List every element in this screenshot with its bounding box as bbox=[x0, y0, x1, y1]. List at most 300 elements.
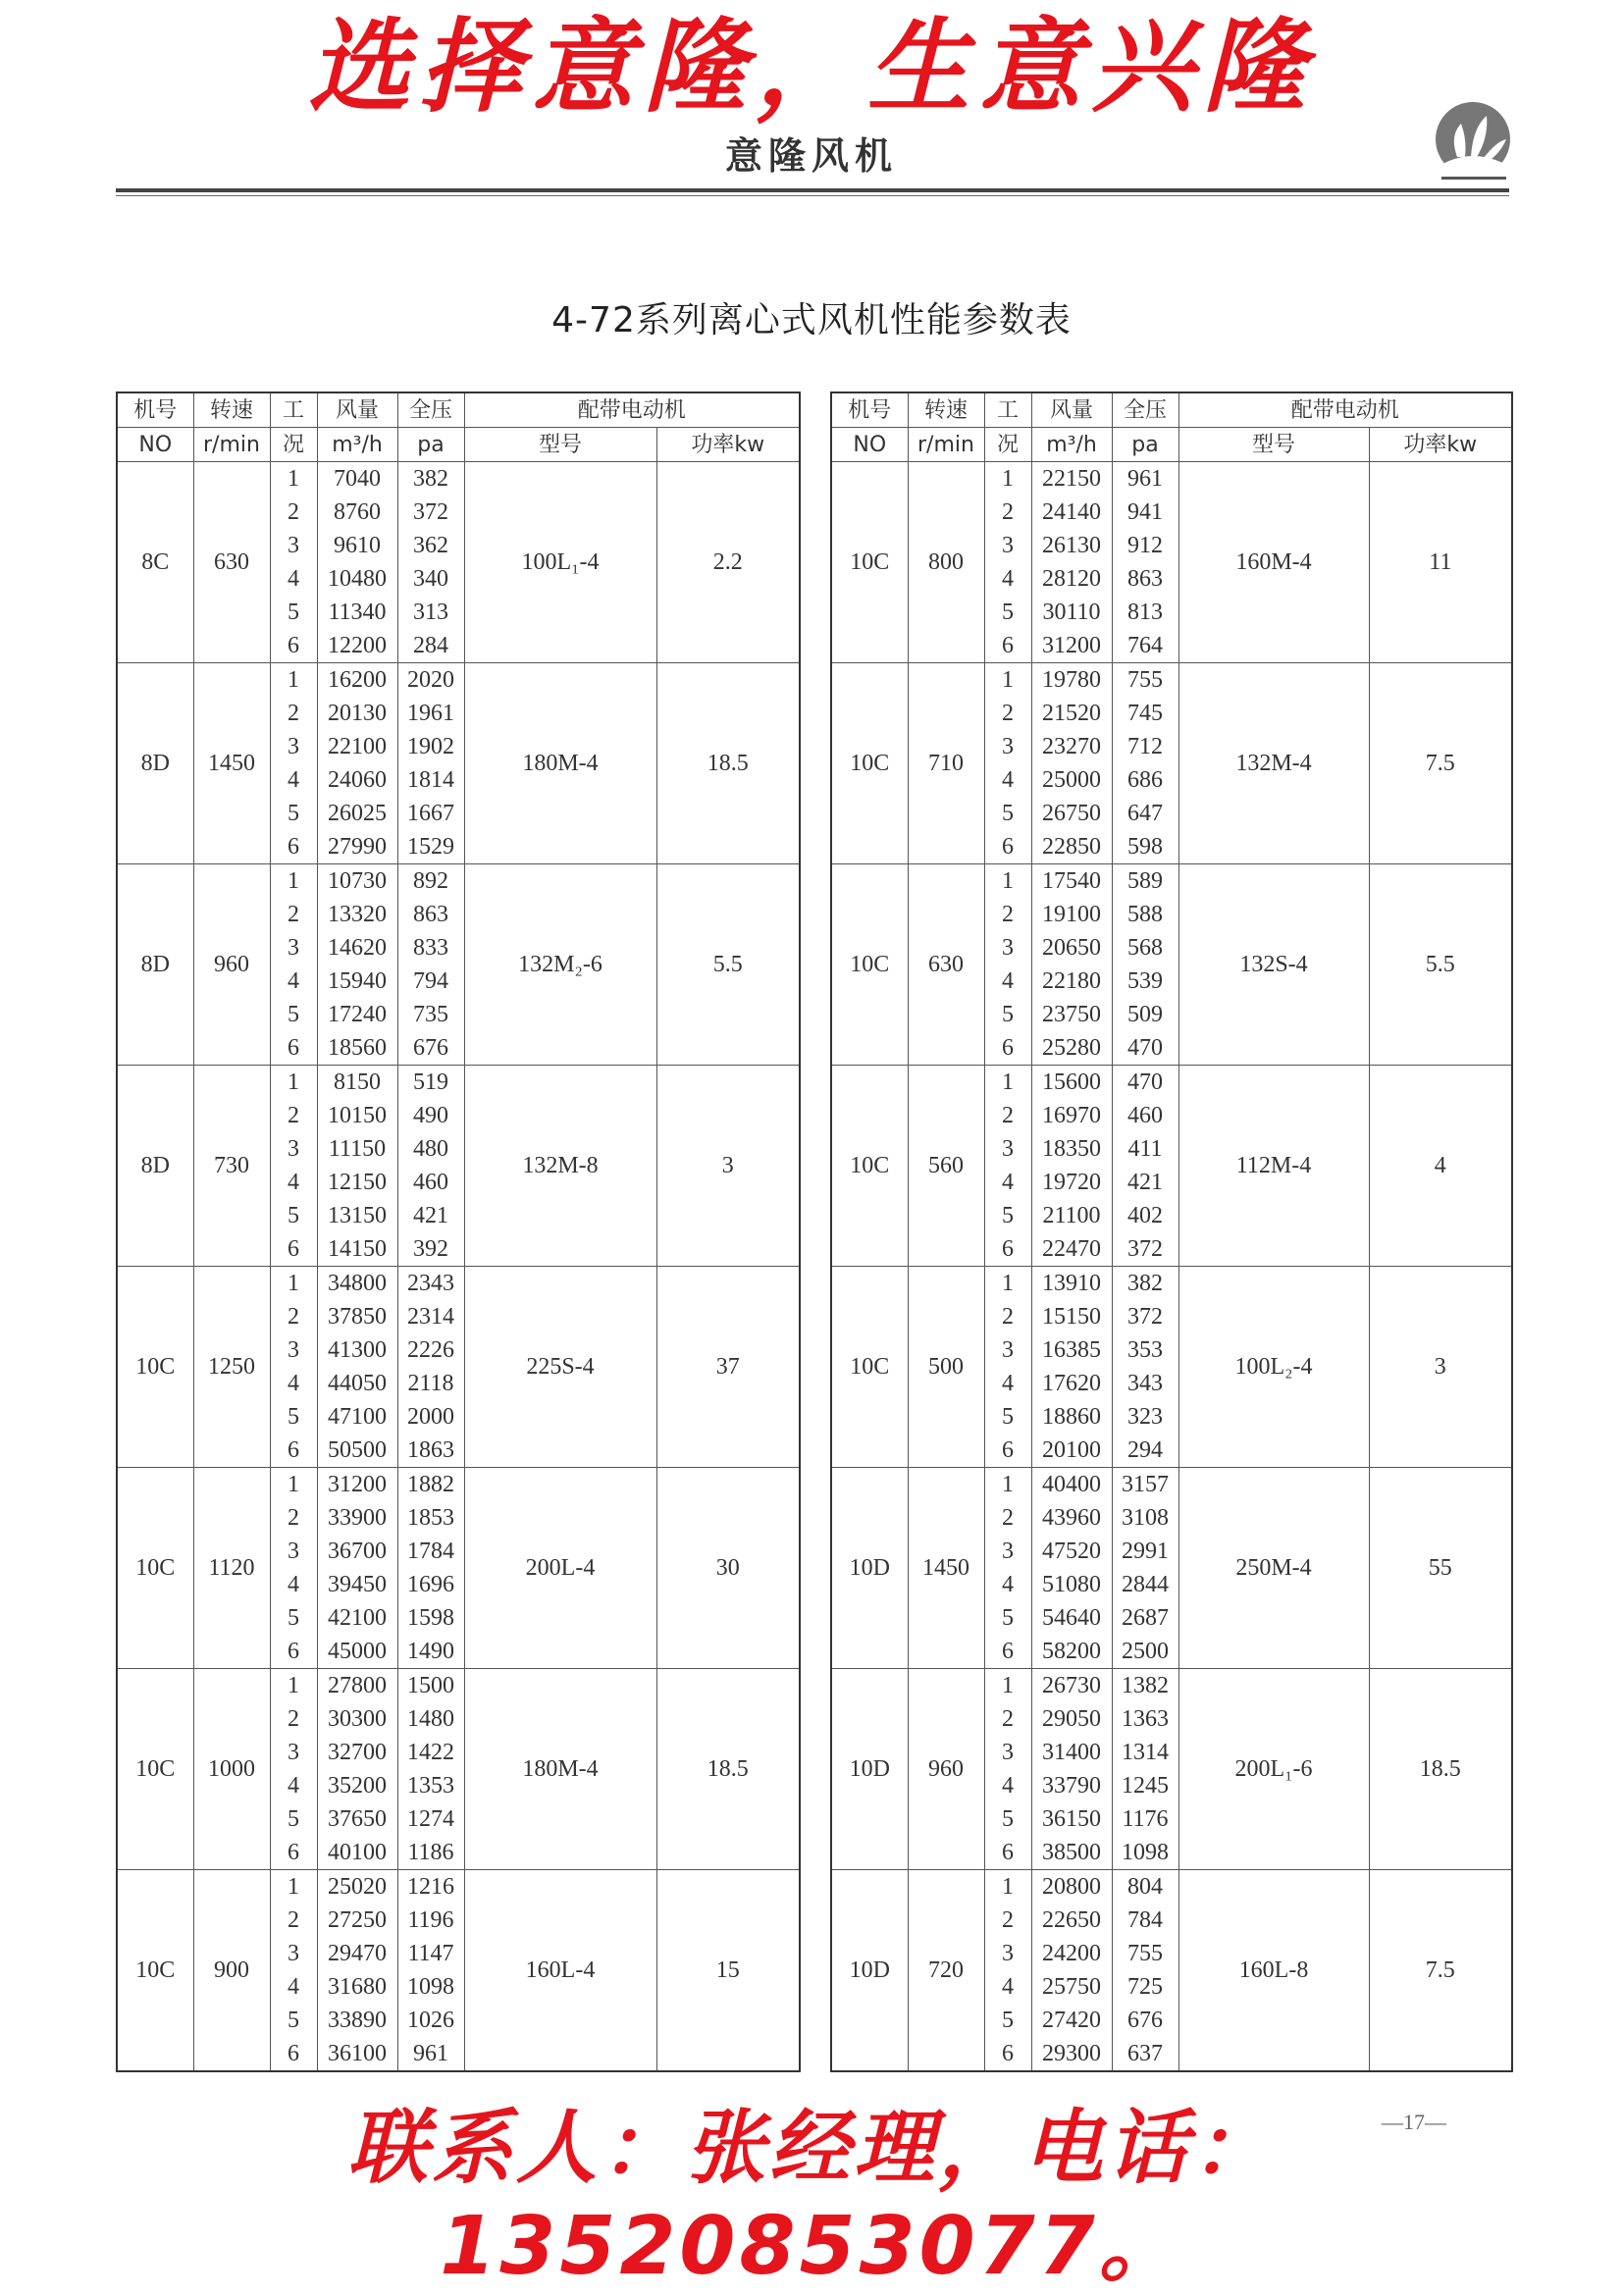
condition: 6 bbox=[270, 1635, 317, 1669]
col-header-power: 功率kw bbox=[1369, 428, 1512, 462]
air-flow: 23270 bbox=[1031, 730, 1112, 763]
condition: 4 bbox=[270, 965, 317, 998]
air-flow: 22650 bbox=[1031, 1904, 1112, 1937]
total-pressure: 2991 bbox=[1112, 1535, 1178, 1568]
condition: 2 bbox=[984, 898, 1031, 931]
col-header-condition: 工 bbox=[270, 392, 317, 428]
table-row bbox=[831, 1468, 1512, 1502]
condition: 4 bbox=[270, 1367, 317, 1400]
total-pressure: 1216 bbox=[397, 1870, 464, 1905]
motor-power: 30 bbox=[656, 1468, 800, 1669]
air-flow: 37650 bbox=[317, 1802, 397, 1836]
header-units-row bbox=[831, 428, 1512, 462]
col-header-motor: 配带电动机 bbox=[464, 392, 800, 428]
air-flow: 14620 bbox=[317, 931, 397, 965]
total-pressure: 470 bbox=[1112, 1031, 1178, 1066]
total-pressure: 323 bbox=[1112, 1400, 1178, 1434]
col-header-model: 型号 bbox=[464, 428, 656, 462]
motor-model: 180M-4 bbox=[464, 663, 656, 864]
fan-number: 10C bbox=[117, 1669, 193, 1870]
condition: 6 bbox=[270, 1232, 317, 1267]
total-pressure: 755 bbox=[1112, 1937, 1178, 1970]
condition: 3 bbox=[984, 730, 1031, 763]
table-row bbox=[117, 1468, 800, 1502]
fan-speed: 1250 bbox=[193, 1267, 270, 1468]
total-pressure: 509 bbox=[1112, 998, 1178, 1031]
condition: 5 bbox=[270, 2004, 317, 2037]
condition: 2 bbox=[984, 1099, 1031, 1132]
fan-number: 10D bbox=[831, 1669, 908, 1870]
air-flow: 36150 bbox=[1031, 1802, 1112, 1836]
col-header-power: 功率kw bbox=[656, 428, 800, 462]
condition: 5 bbox=[270, 1601, 317, 1635]
total-pressure: 1245 bbox=[1112, 1769, 1178, 1802]
motor-model: 225S-4 bbox=[464, 1267, 656, 1468]
air-flow: 22100 bbox=[317, 730, 397, 763]
air-flow: 21520 bbox=[1031, 697, 1112, 730]
air-flow: 33790 bbox=[1031, 1769, 1112, 1802]
condition: 6 bbox=[270, 830, 317, 864]
total-pressure: 460 bbox=[1112, 1099, 1178, 1132]
condition: 6 bbox=[984, 830, 1031, 864]
condition: 6 bbox=[270, 1434, 317, 1468]
performance-table-left bbox=[116, 391, 801, 2072]
total-pressure: 402 bbox=[1112, 1199, 1178, 1232]
air-flow: 18560 bbox=[317, 1031, 397, 1066]
motor-model: 132M-4 bbox=[1178, 663, 1369, 864]
total-pressure: 941 bbox=[1112, 496, 1178, 529]
air-flow: 50500 bbox=[317, 1434, 397, 1468]
air-flow: 26130 bbox=[1031, 529, 1112, 562]
condition: 4 bbox=[984, 1166, 1031, 1199]
table-row bbox=[117, 864, 800, 899]
condition: 3 bbox=[270, 1333, 317, 1367]
total-pressure: 1098 bbox=[397, 1970, 464, 2004]
total-pressure: 686 bbox=[1112, 763, 1178, 797]
table-row bbox=[831, 1669, 1512, 1703]
condition: 5 bbox=[984, 998, 1031, 1031]
fan-number: 10C bbox=[117, 1468, 193, 1669]
condition: 5 bbox=[984, 596, 1031, 629]
total-pressure: 362 bbox=[397, 529, 464, 562]
motor-power: 5.5 bbox=[656, 864, 800, 1066]
motor-model: 200L₁-6 bbox=[1178, 1669, 1369, 1870]
col-header-condition: 工 bbox=[984, 392, 1031, 428]
header-rule bbox=[116, 188, 1509, 192]
condition: 5 bbox=[270, 797, 317, 830]
header-row bbox=[117, 392, 800, 428]
air-flow: 10150 bbox=[317, 1099, 397, 1132]
air-flow: 16385 bbox=[1031, 1333, 1112, 1367]
condition: 1 bbox=[270, 1468, 317, 1502]
air-flow: 19100 bbox=[1031, 898, 1112, 931]
total-pressure: 1098 bbox=[1112, 1836, 1178, 1870]
condition: 1 bbox=[984, 864, 1031, 899]
condition: 2 bbox=[984, 697, 1031, 730]
brand-title: 意隆风机 bbox=[724, 133, 898, 178]
air-flow: 43960 bbox=[1031, 1501, 1112, 1535]
air-flow: 19720 bbox=[1031, 1166, 1112, 1199]
table-row bbox=[117, 1669, 800, 1703]
total-pressure: 3108 bbox=[1112, 1501, 1178, 1535]
motor-power: 37 bbox=[656, 1267, 800, 1468]
table-row bbox=[117, 462, 800, 496]
air-flow: 25000 bbox=[1031, 763, 1112, 797]
total-pressure: 1853 bbox=[397, 1501, 464, 1535]
condition: 4 bbox=[984, 763, 1031, 797]
motor-model: 160L-4 bbox=[464, 1870, 656, 2072]
total-pressure: 735 bbox=[397, 998, 464, 1031]
motor-power: 7.5 bbox=[1369, 1870, 1512, 2072]
condition: 3 bbox=[270, 529, 317, 562]
air-flow: 11150 bbox=[317, 1132, 397, 1166]
air-flow: 13910 bbox=[1031, 1267, 1112, 1301]
col-header-pressure: 全压 bbox=[1112, 392, 1178, 428]
air-flow: 27990 bbox=[317, 830, 397, 864]
fan-speed: 1000 bbox=[193, 1669, 270, 1870]
fan-speed: 800 bbox=[908, 462, 984, 663]
total-pressure: 2226 bbox=[397, 1333, 464, 1367]
air-flow: 26025 bbox=[317, 797, 397, 830]
air-flow: 36100 bbox=[317, 2037, 397, 2071]
table-title: 4-72系列离心式风机性能参数表 bbox=[551, 300, 1072, 340]
total-pressure: 1882 bbox=[397, 1468, 464, 1502]
condition: 2 bbox=[270, 898, 317, 931]
total-pressure: 294 bbox=[1112, 1434, 1178, 1468]
motor-model: 100L₁-4 bbox=[464, 462, 656, 663]
air-flow: 14150 bbox=[317, 1232, 397, 1267]
air-flow: 38500 bbox=[1031, 1836, 1112, 1870]
total-pressure: 676 bbox=[1112, 2004, 1178, 2037]
col-unit-pressure: pa bbox=[1112, 428, 1178, 462]
total-pressure: 1902 bbox=[397, 730, 464, 763]
air-flow: 24200 bbox=[1031, 1937, 1112, 1970]
total-pressure: 833 bbox=[397, 931, 464, 965]
air-flow: 8760 bbox=[317, 496, 397, 529]
col-unit-condition: 况 bbox=[270, 428, 317, 462]
total-pressure: 372 bbox=[1112, 1300, 1178, 1333]
air-flow: 15940 bbox=[317, 965, 397, 998]
total-pressure: 1500 bbox=[397, 1669, 464, 1703]
air-flow: 22180 bbox=[1031, 965, 1112, 998]
total-pressure: 2000 bbox=[397, 1400, 464, 1434]
fan-number: 8D bbox=[117, 663, 193, 864]
motor-power: 7.5 bbox=[1369, 663, 1512, 864]
condition: 5 bbox=[270, 1400, 317, 1434]
condition: 6 bbox=[984, 2037, 1031, 2071]
total-pressure: 340 bbox=[397, 562, 464, 596]
condition: 6 bbox=[984, 1434, 1031, 1468]
fan-number: 10C bbox=[831, 1267, 908, 1468]
motor-model: 132M₂-6 bbox=[464, 864, 656, 1066]
motor-model: 160M-4 bbox=[1178, 462, 1369, 663]
condition: 6 bbox=[984, 1836, 1031, 1870]
total-pressure: 755 bbox=[1112, 663, 1178, 698]
total-pressure: 1529 bbox=[397, 830, 464, 864]
air-flow: 23750 bbox=[1031, 998, 1112, 1031]
condition: 4 bbox=[270, 1970, 317, 2004]
air-flow: 25020 bbox=[317, 1870, 397, 1905]
total-pressure: 490 bbox=[397, 1099, 464, 1132]
air-flow: 21100 bbox=[1031, 1199, 1112, 1232]
air-flow: 9610 bbox=[317, 529, 397, 562]
header-row bbox=[831, 392, 1512, 428]
total-pressure: 519 bbox=[397, 1066, 464, 1100]
air-flow: 15150 bbox=[1031, 1300, 1112, 1333]
total-pressure: 589 bbox=[1112, 864, 1178, 899]
air-flow: 31200 bbox=[317, 1468, 397, 1502]
col-unit-speed: r/min bbox=[193, 428, 270, 462]
motor-power: 18.5 bbox=[656, 663, 800, 864]
air-flow: 22150 bbox=[1031, 462, 1112, 496]
total-pressure: 1176 bbox=[1112, 1802, 1178, 1836]
total-pressure: 1353 bbox=[397, 1769, 464, 1802]
motor-model: 132S-4 bbox=[1178, 864, 1369, 1066]
condition: 6 bbox=[984, 629, 1031, 663]
condition: 3 bbox=[270, 1736, 317, 1769]
total-pressure: 676 bbox=[397, 1031, 464, 1066]
air-flow: 16970 bbox=[1031, 1099, 1112, 1132]
total-pressure: 1274 bbox=[397, 1802, 464, 1836]
total-pressure: 712 bbox=[1112, 730, 1178, 763]
air-flow: 7040 bbox=[317, 462, 397, 496]
condition: 5 bbox=[984, 2004, 1031, 2037]
air-flow: 42100 bbox=[317, 1601, 397, 1635]
col-unit-no: NO bbox=[117, 428, 193, 462]
total-pressure: 794 bbox=[397, 965, 464, 998]
air-flow: 22850 bbox=[1031, 830, 1112, 864]
motor-power: 2.2 bbox=[656, 462, 800, 663]
total-pressure: 1314 bbox=[1112, 1736, 1178, 1769]
fan-number: 10C bbox=[831, 864, 908, 1066]
air-flow: 18350 bbox=[1031, 1132, 1112, 1166]
condition: 1 bbox=[270, 1066, 317, 1100]
condition: 4 bbox=[270, 763, 317, 797]
fan-speed: 710 bbox=[908, 663, 984, 864]
total-pressure: 2020 bbox=[397, 663, 464, 698]
table-row bbox=[117, 1870, 800, 1905]
total-pressure: 725 bbox=[1112, 1970, 1178, 2004]
total-pressure: 460 bbox=[397, 1166, 464, 1199]
total-pressure: 863 bbox=[397, 898, 464, 931]
total-pressure: 813 bbox=[1112, 596, 1178, 629]
header-rule-thin bbox=[116, 195, 1509, 196]
air-flow: 19780 bbox=[1031, 663, 1112, 698]
condition: 1 bbox=[270, 1267, 317, 1301]
total-pressure: 912 bbox=[1112, 529, 1178, 562]
total-pressure: 411 bbox=[1112, 1132, 1178, 1166]
top-slogan: 选择意隆，生意兴隆 bbox=[307, 7, 1315, 127]
total-pressure: 1026 bbox=[397, 2004, 464, 2037]
condition: 3 bbox=[270, 931, 317, 965]
air-flow: 39450 bbox=[317, 1568, 397, 1601]
motor-power: 3 bbox=[1369, 1267, 1512, 1468]
motor-power: 3 bbox=[656, 1066, 800, 1267]
air-flow: 31200 bbox=[1031, 629, 1112, 663]
fan-speed: 1450 bbox=[193, 663, 270, 864]
col-header-no: 机号 bbox=[117, 392, 193, 428]
condition: 2 bbox=[984, 1300, 1031, 1333]
condition: 6 bbox=[270, 1031, 317, 1066]
condition: 1 bbox=[984, 1267, 1031, 1301]
condition: 5 bbox=[270, 1802, 317, 1836]
air-flow: 20650 bbox=[1031, 931, 1112, 965]
total-pressure: 1480 bbox=[397, 1702, 464, 1736]
condition: 2 bbox=[270, 1501, 317, 1535]
fan-speed: 730 bbox=[193, 1066, 270, 1267]
fan-number: 8D bbox=[117, 1066, 193, 1267]
condition: 2 bbox=[270, 697, 317, 730]
motor-power: 55 bbox=[1369, 1468, 1512, 1669]
air-flow: 29470 bbox=[317, 1937, 397, 1970]
col-header-speed: 转速 bbox=[908, 392, 984, 428]
condition: 4 bbox=[270, 562, 317, 596]
air-flow: 58200 bbox=[1031, 1635, 1112, 1669]
condition: 4 bbox=[984, 562, 1031, 596]
condition: 2 bbox=[270, 1904, 317, 1937]
air-flow: 30110 bbox=[1031, 596, 1112, 629]
total-pressure: 1490 bbox=[397, 1635, 464, 1669]
total-pressure: 372 bbox=[397, 496, 464, 529]
motor-power: 18.5 bbox=[1369, 1669, 1512, 1870]
total-pressure: 2314 bbox=[397, 1300, 464, 1333]
total-pressure: 284 bbox=[397, 629, 464, 663]
motor-model: 132M-8 bbox=[464, 1066, 656, 1267]
table-row bbox=[831, 1267, 1512, 1301]
total-pressure: 892 bbox=[397, 864, 464, 899]
fan-number: 10C bbox=[831, 462, 908, 663]
total-pressure: 745 bbox=[1112, 697, 1178, 730]
total-pressure: 353 bbox=[1112, 1333, 1178, 1367]
performance-table-right bbox=[830, 391, 1513, 2072]
condition: 3 bbox=[984, 931, 1031, 965]
col-unit-pressure: pa bbox=[397, 428, 464, 462]
total-pressure: 2343 bbox=[397, 1267, 464, 1301]
air-flow: 44050 bbox=[317, 1367, 397, 1400]
fan-speed: 900 bbox=[193, 1870, 270, 2072]
air-flow: 33890 bbox=[317, 2004, 397, 2037]
air-flow: 25750 bbox=[1031, 1970, 1112, 2004]
air-flow: 47520 bbox=[1031, 1535, 1112, 1568]
motor-model: 100L₂-4 bbox=[1178, 1267, 1369, 1468]
total-pressure: 1382 bbox=[1112, 1669, 1178, 1703]
total-pressure: 598 bbox=[1112, 830, 1178, 864]
brand-logo-icon bbox=[1428, 98, 1518, 186]
fan-speed: 630 bbox=[908, 864, 984, 1066]
condition: 4 bbox=[270, 1769, 317, 1802]
air-flow: 26730 bbox=[1031, 1669, 1112, 1703]
total-pressure: 1196 bbox=[397, 1904, 464, 1937]
air-flow: 30300 bbox=[317, 1702, 397, 1736]
fan-number: 10C bbox=[831, 1066, 908, 1267]
condition: 6 bbox=[984, 1031, 1031, 1066]
total-pressure: 372 bbox=[1112, 1232, 1178, 1267]
total-pressure: 392 bbox=[397, 1232, 464, 1267]
motor-power: 11 bbox=[1369, 462, 1512, 663]
condition: 4 bbox=[984, 1367, 1031, 1400]
condition: 4 bbox=[984, 1568, 1031, 1601]
condition: 5 bbox=[984, 1601, 1031, 1635]
total-pressure: 1961 bbox=[397, 697, 464, 730]
fan-number: 8D bbox=[117, 864, 193, 1066]
condition: 5 bbox=[270, 998, 317, 1031]
air-flow: 24060 bbox=[317, 763, 397, 797]
fan-number: 10C bbox=[831, 663, 908, 864]
col-header-speed: 转速 bbox=[193, 392, 270, 428]
total-pressure: 1422 bbox=[397, 1736, 464, 1769]
motor-model: 250M-4 bbox=[1178, 1468, 1369, 1669]
condition: 1 bbox=[984, 663, 1031, 698]
condition: 3 bbox=[270, 1535, 317, 1568]
air-flow: 22470 bbox=[1031, 1232, 1112, 1267]
motor-power: 18.5 bbox=[656, 1669, 800, 1870]
total-pressure: 539 bbox=[1112, 965, 1178, 998]
condition: 3 bbox=[270, 730, 317, 763]
col-unit-condition: 况 bbox=[984, 428, 1031, 462]
condition: 5 bbox=[270, 1199, 317, 1232]
total-pressure: 421 bbox=[397, 1199, 464, 1232]
condition: 5 bbox=[270, 596, 317, 629]
total-pressure: 382 bbox=[1112, 1267, 1178, 1301]
total-pressure: 2844 bbox=[1112, 1568, 1178, 1601]
air-flow: 51080 bbox=[1031, 1568, 1112, 1601]
air-flow: 31400 bbox=[1031, 1736, 1112, 1769]
air-flow: 27420 bbox=[1031, 2004, 1112, 2037]
condition: 3 bbox=[270, 1132, 317, 1166]
condition: 1 bbox=[270, 864, 317, 899]
fan-number: 10D bbox=[831, 1870, 908, 2072]
condition: 3 bbox=[984, 1333, 1031, 1367]
air-flow: 27250 bbox=[317, 1904, 397, 1937]
air-flow: 29300 bbox=[1031, 2037, 1112, 2071]
air-flow: 29050 bbox=[1031, 1702, 1112, 1736]
condition: 1 bbox=[984, 462, 1031, 496]
total-pressure: 382 bbox=[397, 462, 464, 496]
motor-power: 5.5 bbox=[1369, 864, 1512, 1066]
condition: 2 bbox=[270, 1099, 317, 1132]
total-pressure: 2500 bbox=[1112, 1635, 1178, 1669]
total-pressure: 1598 bbox=[397, 1601, 464, 1635]
col-unit-speed: r/min bbox=[908, 428, 984, 462]
condition: 4 bbox=[984, 965, 1031, 998]
total-pressure: 568 bbox=[1112, 931, 1178, 965]
total-pressure: 1863 bbox=[397, 1434, 464, 1468]
fan-speed: 720 bbox=[908, 1870, 984, 2072]
air-flow: 20800 bbox=[1031, 1870, 1112, 1905]
total-pressure: 2687 bbox=[1112, 1601, 1178, 1635]
air-flow: 40400 bbox=[1031, 1468, 1112, 1502]
total-pressure: 1784 bbox=[397, 1535, 464, 1568]
air-flow: 31680 bbox=[317, 1970, 397, 2004]
condition: 4 bbox=[984, 1970, 1031, 2004]
fan-number: 10C bbox=[117, 1870, 193, 2072]
condition: 2 bbox=[270, 496, 317, 529]
page-number: —17— bbox=[1382, 2110, 1446, 2134]
col-header-pressure: 全压 bbox=[397, 392, 464, 428]
air-flow: 17540 bbox=[1031, 864, 1112, 899]
col-header-motor: 配带电动机 bbox=[1178, 392, 1512, 428]
total-pressure: 1186 bbox=[397, 1836, 464, 1870]
air-flow: 24140 bbox=[1031, 496, 1112, 529]
condition: 3 bbox=[984, 1535, 1031, 1568]
total-pressure: 804 bbox=[1112, 1870, 1178, 1905]
condition: 1 bbox=[270, 1870, 317, 1905]
motor-power: 4 bbox=[1369, 1066, 1512, 1267]
total-pressure: 863 bbox=[1112, 562, 1178, 596]
total-pressure: 2118 bbox=[397, 1367, 464, 1400]
air-flow: 27800 bbox=[317, 1669, 397, 1703]
total-pressure: 588 bbox=[1112, 898, 1178, 931]
